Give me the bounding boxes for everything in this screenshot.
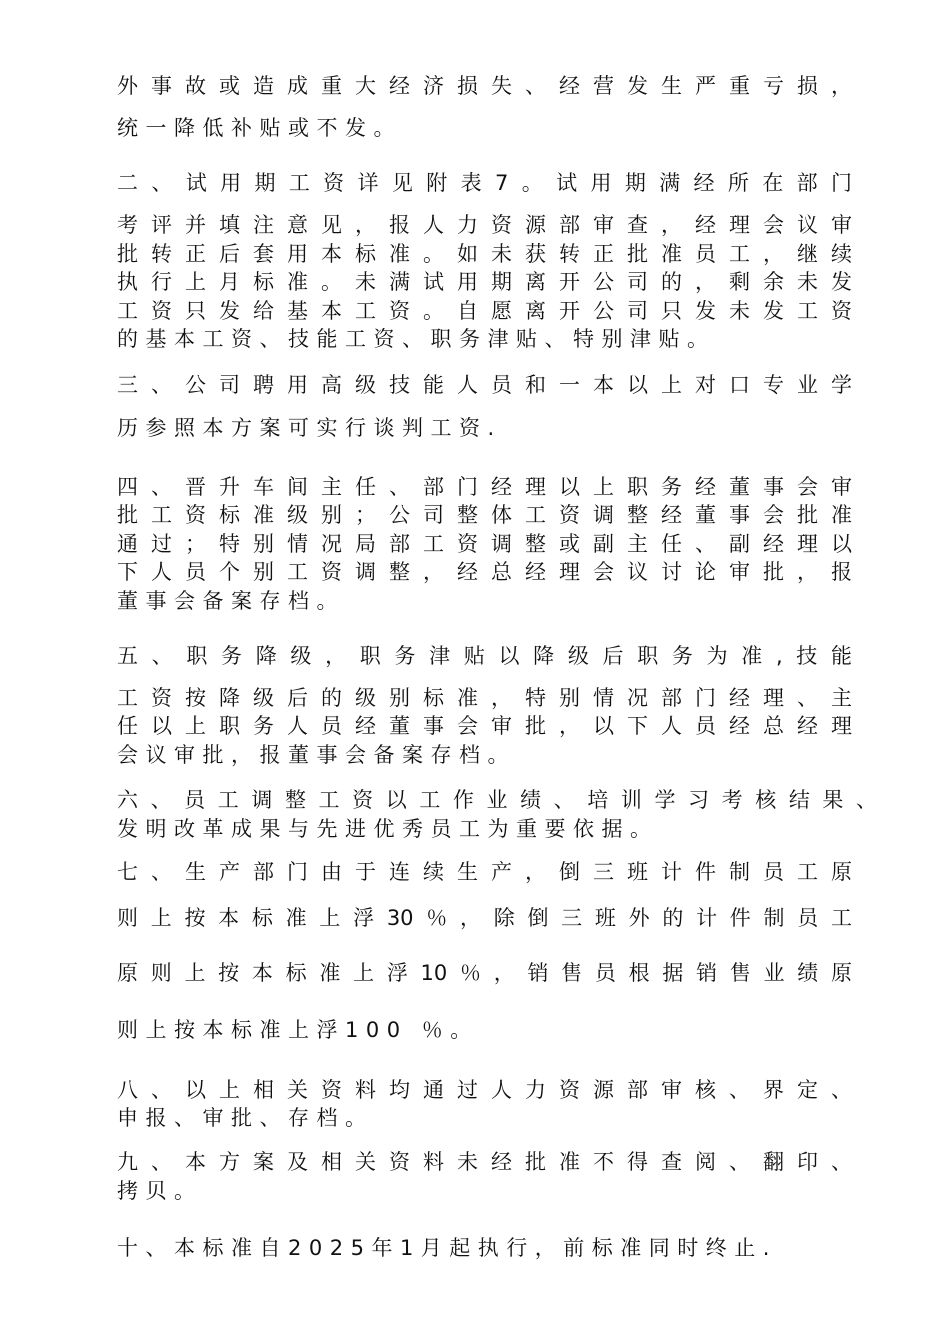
text-line: 发明改革成果与先进优秀员工为重要依据。 <box>117 817 659 841</box>
text-line: 申报、审批、存档。 <box>117 1106 374 1130</box>
text-line: 外事故或造成重大经济损失、经营发生严重亏损， <box>117 74 852 98</box>
text-line: 批工资标准级别；公司整体工资调整经董事会批准 <box>117 503 852 527</box>
text-line: 十、本标准自2025年1月起执行，前标准同时终止. <box>117 1236 777 1260</box>
text-line: 批转正后套用本标准。如未获转正批准员工，继续 <box>117 242 852 266</box>
text-line: 考评并填注意见，报人力资源部审查，经理会议审 <box>117 213 852 237</box>
text-line: 六、员工调整工资以工作业绩、培训学习考核结果、 <box>117 788 877 812</box>
text-line: 则上按本标准上浮100 ％。 <box>117 1018 479 1042</box>
text-line: 原则上按本标准上浮10％，销售员根据销售业绩原 <box>117 961 852 985</box>
text-line: 工资只发给基本工资。自愿离开公司只发未发工资 <box>117 299 852 323</box>
text-line: 四、晋升车间主任、部门经理以上职务经董事会审 <box>117 475 852 499</box>
text-line: 二、试用期工资详见附表7。试用期满经所在部门 <box>117 171 852 195</box>
text-line: 历参照本方案可实行谈判工资. <box>117 416 502 440</box>
text-line: 执行上月标准。未满试用期离开公司的，剩余未发 <box>117 270 852 294</box>
text-line: 的基本工资、技能工资、职务津贴、特别津贴。 <box>117 327 716 351</box>
text-line: 统一降低补贴或不发。 <box>117 116 402 140</box>
text-line: 拷贝。 <box>117 1179 203 1203</box>
text-line: 下人员个别工资调整，经总经理会议讨论审批，报 <box>117 560 852 584</box>
text-line: 任以上职务人员经董事会审批，以下人员经总经理 <box>117 714 852 738</box>
text-line: 八、以上相关资料均通过人力资源部审核、界定、 <box>117 1078 852 1102</box>
text-line: 会议审批，报董事会备案存档。 <box>117 743 516 767</box>
text-line: 七、生产部门由于连续生产，倒三班计件制员工原 <box>117 860 852 884</box>
text-line: 三、公司聘用高级技能人员和一本以上对口专业学 <box>117 373 852 397</box>
text-line: 则上按本标准上浮30％，除倒三班外的计件制员工 <box>117 906 852 930</box>
text-line: 董事会备案存档。 <box>117 589 345 613</box>
text-line: 工资按降级后的级别标准，特别情况部门经理、主 <box>117 686 852 710</box>
text-line: 九、本方案及相关资料未经批准不得查阅、翻印、 <box>117 1150 852 1174</box>
text-line: 通过；特别情况局部工资调整或副主任、副经理以 <box>117 532 852 556</box>
text-line: 五、职务降级，职务津贴以降级后职务为准,技能 <box>117 644 852 668</box>
